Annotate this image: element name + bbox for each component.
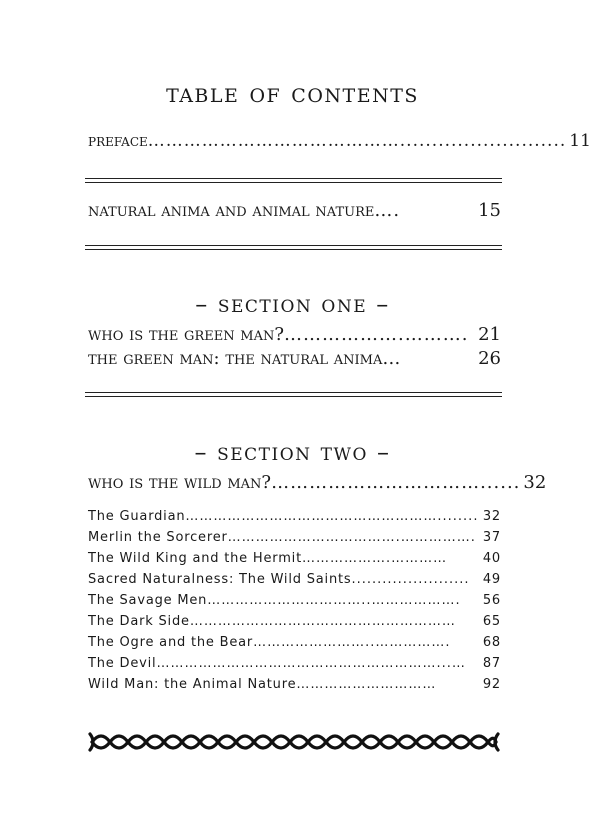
entry-leader: …………………………………………………	[189, 614, 456, 629]
entry-label: the green man: the natural anima	[88, 348, 383, 369]
entry-label: The Guardian	[88, 509, 186, 524]
entry-leader: .......................	[351, 572, 470, 587]
entry-page-number: 56	[482, 593, 501, 608]
entry-page-number: 11	[569, 131, 591, 151]
toc-entry[interactable]	[88, 324, 501, 345]
entry-leader: ….	[374, 200, 401, 221]
toc-entry[interactable]	[88, 348, 501, 369]
entry-leader: ……………….……….	[284, 324, 469, 345]
entry-label: The Savage Men	[88, 593, 208, 608]
entry-page-number: 15	[478, 200, 501, 221]
entry-label: who is the green man?	[88, 324, 285, 345]
page-title: table of contents	[166, 78, 419, 109]
toc-subentry[interactable]	[88, 593, 501, 608]
entry-leader: ………………………………………………........	[185, 509, 479, 524]
entry-page-number: 32	[523, 472, 547, 493]
entry-page-number: 92	[482, 677, 501, 692]
chain-border-ornament	[88, 731, 500, 753]
entry-leader: ……………….…………	[301, 551, 448, 566]
entry-leader: ……………………………………………………...…	[156, 656, 466, 671]
toc-entry-preface[interactable]	[88, 131, 591, 151]
entry-page-number: 68	[482, 635, 501, 650]
entry-label: Merlin the Sorcerer	[88, 530, 228, 545]
entry-label: Sacred Naturalness: The Wild Saints	[88, 572, 352, 587]
double-rule	[85, 245, 502, 250]
entry-leader: ……………………………......	[271, 472, 521, 493]
entry-label: Wild Man: the Animal Nature	[88, 677, 297, 692]
entry-label: The Dark Side	[88, 614, 190, 629]
entry-leader: ……………………………..……………….	[207, 593, 461, 608]
entry-leader: ……………………..…………….	[253, 635, 451, 650]
entry-label: natural anima and animal nature	[88, 200, 375, 221]
entry-leader: ……………………………….…………….	[227, 530, 476, 545]
entry-label: The Wild King and the Hermit	[88, 551, 302, 566]
double-rule	[85, 178, 502, 183]
toc-subentry[interactable]	[88, 656, 501, 671]
toc-entry-natural-anima[interactable]	[88, 200, 501, 221]
toc-subentry[interactable]	[88, 635, 501, 650]
toc-subentry[interactable]	[88, 614, 501, 629]
entry-leader: …………………………	[296, 677, 437, 692]
entry-leader: ……………………………………..........................	[147, 131, 567, 151]
entry-page-number: 26	[478, 348, 501, 369]
double-rule	[85, 392, 502, 397]
entry-label: The Ogre and the Bear	[88, 635, 254, 650]
entry-page-number: 49	[482, 572, 501, 587]
entry-label: The Devil	[88, 656, 157, 671]
entry-page-number: 21	[478, 324, 501, 345]
toc-entry-wild-man[interactable]	[88, 472, 547, 493]
toc-subentry[interactable]	[88, 509, 501, 524]
entry-page-number: 32	[482, 509, 501, 524]
entry-label: preface	[88, 131, 148, 151]
toc-subentry[interactable]	[88, 677, 501, 692]
toc-subentry[interactable]	[88, 530, 501, 545]
section-one-heading: – section one –	[195, 290, 390, 318]
toc-subentry[interactable]	[88, 572, 501, 587]
entry-page-number: 37	[482, 530, 501, 545]
section-two-heading: – section two –	[194, 438, 391, 466]
entry-leader: …	[382, 348, 402, 369]
entry-page-number: 87	[482, 656, 501, 671]
entry-page-number: 40	[482, 551, 501, 566]
entry-label: who is the wild man?	[88, 472, 272, 493]
entry-page-number: 65	[482, 614, 501, 629]
toc-subentry[interactable]	[88, 551, 501, 566]
